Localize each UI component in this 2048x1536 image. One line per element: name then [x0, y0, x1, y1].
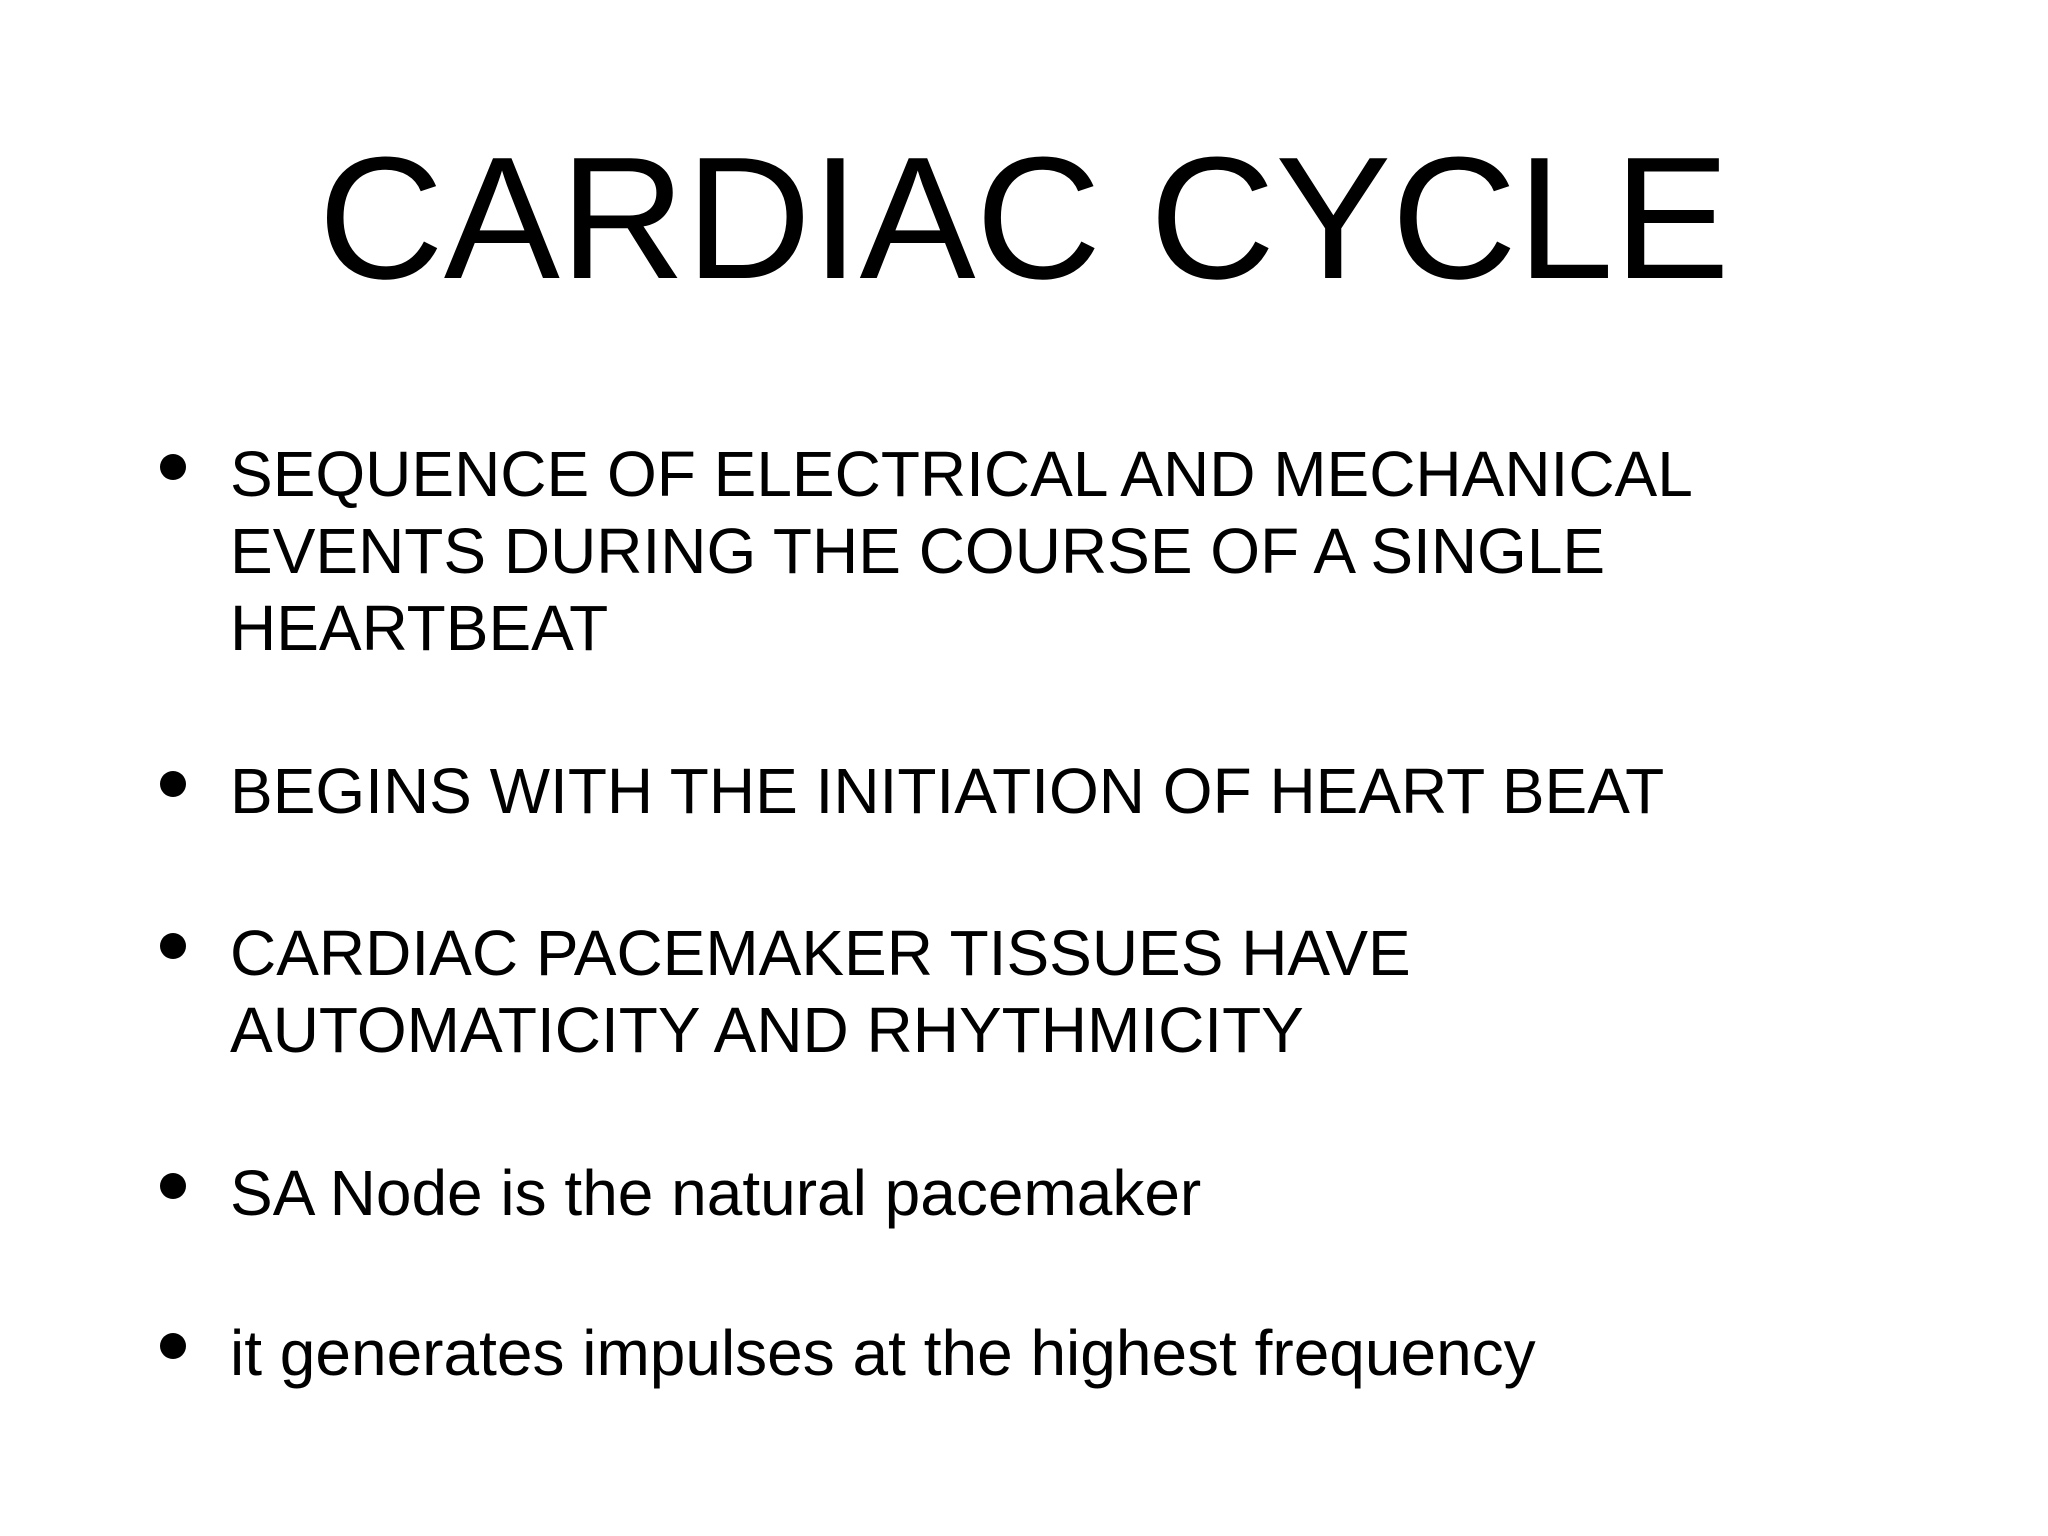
bullet-icon [160, 1333, 186, 1359]
bullet-icon [160, 771, 186, 797]
bullet-line: SA Node is the natural pacemaker [230, 1157, 1202, 1229]
bullet-text [230, 436, 1790, 667]
bullet-line: CARDIAC PACEMAKER TISSUES HAVE [230, 917, 1411, 989]
bullet-line: BEGINS WITH THE INITIATION OF HEART BEAT [230, 755, 1665, 827]
slide-title: CARDIAC CYCLE [318, 120, 1730, 315]
bullet-text [230, 1315, 1790, 1392]
bullet-icon [160, 1173, 186, 1199]
bullet-icon [160, 454, 186, 480]
bullet-line: EVENTS DURING THE COURSE OF A SINGLE [230, 515, 1606, 587]
bullet-line: HEARTBEAT [230, 592, 609, 664]
bullet-text [230, 1155, 1790, 1232]
bullet-icon [160, 933, 186, 959]
bullet-line: it generates impulses at the highest frequency [230, 1317, 1536, 1389]
bullet-text [230, 753, 1790, 830]
bullet-line: AUTOMATICITY AND RHYTHMICITY [230, 994, 1304, 1066]
bullet-line: SEQUENCE OF ELECTRICAL AND MECHANICAL [230, 438, 1693, 510]
bullet-text [230, 915, 1790, 1069]
